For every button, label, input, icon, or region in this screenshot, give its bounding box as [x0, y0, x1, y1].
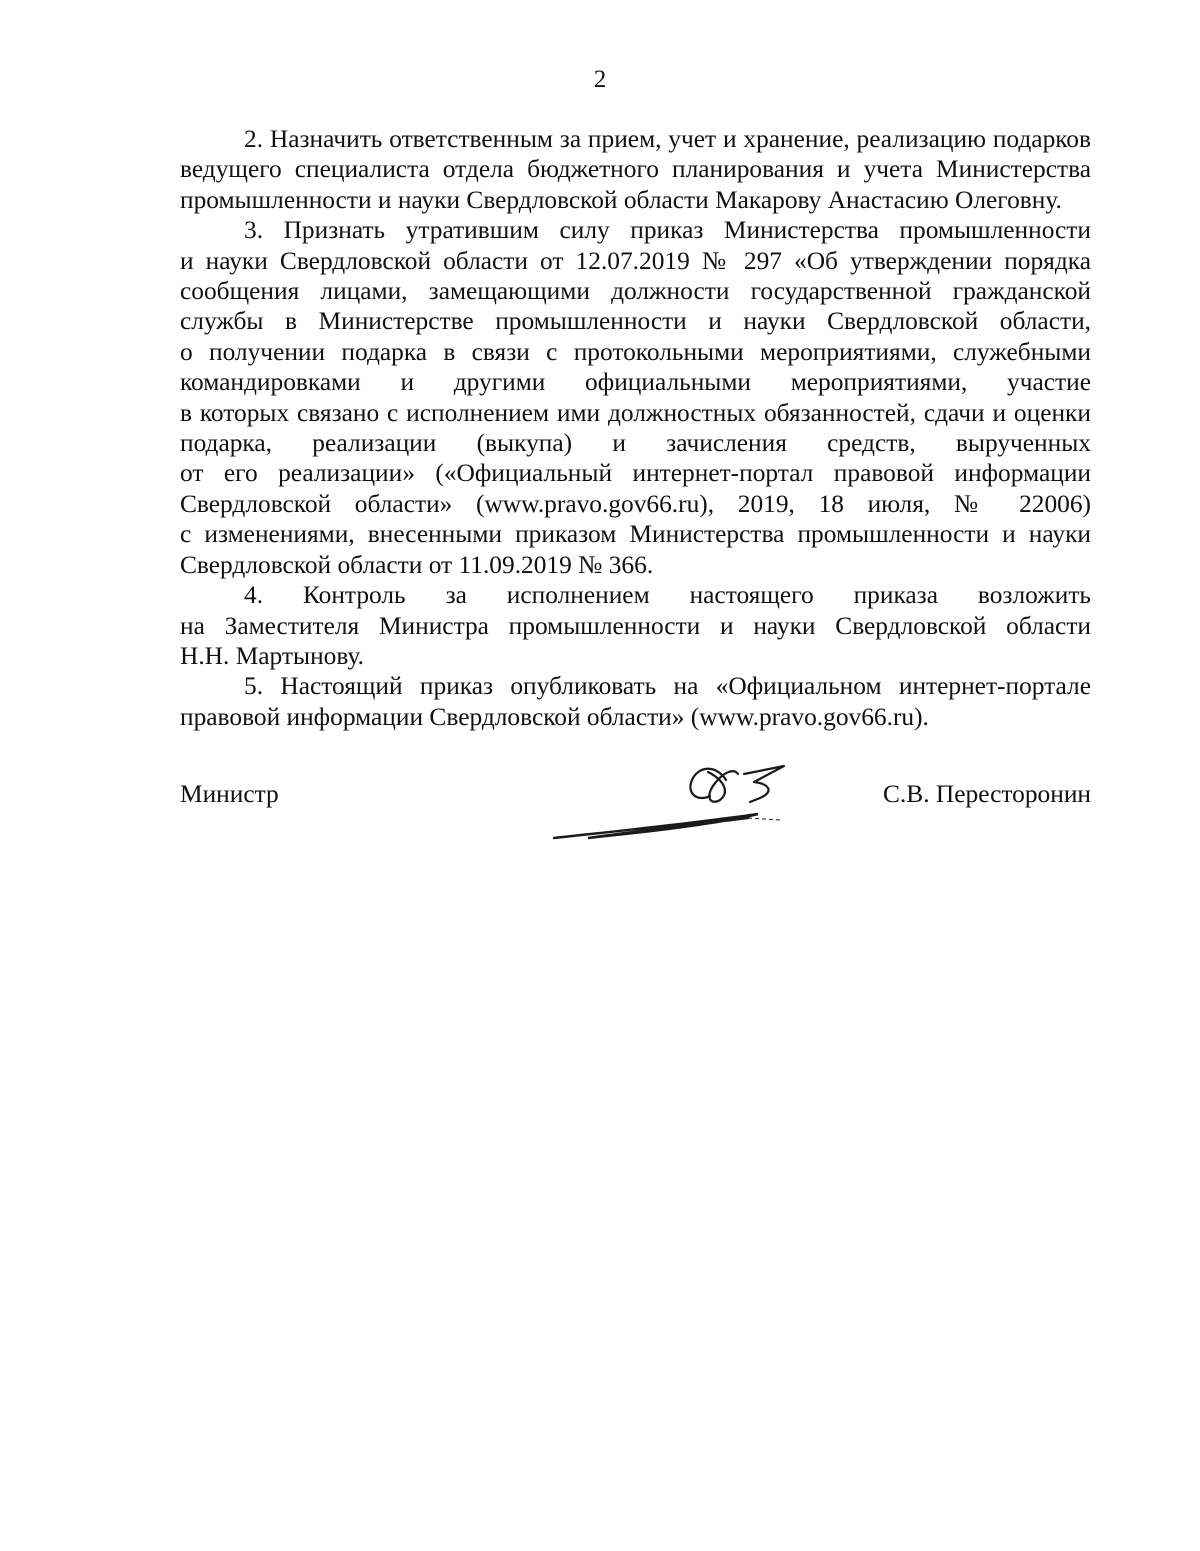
- text-line: Н.Н. Мартынову.: [180, 641, 364, 670]
- document-body: [180, 124, 1091, 732]
- signatory-position: Министр: [180, 780, 279, 808]
- text-line: с изменениями, внесенными приказом Министерства промышленности и науки: [180, 520, 1091, 549]
- text-line: на Заместителя Министра промышленности и науки Свердловской области: [180, 611, 1091, 640]
- paragraph-5-publication: [180, 671, 1091, 732]
- text-line: службы в Министерстве промышленности и науки Свердловской области,: [180, 307, 1091, 336]
- text-line: 5. Настоящий приказ опубликовать на «Официальном интернет-портале: [244, 672, 1091, 701]
- page-number: 2: [593, 66, 607, 93]
- paragraph-4-control: [180, 580, 1091, 671]
- text-line: Свердловской области от 11.09.2019 № 366.: [180, 550, 654, 579]
- text-line: правовой информации Свердловской области» (www.pravo.gov66.ru).: [180, 702, 929, 731]
- text-line: сообщения лицами, замещающими должности государственной гражданской: [180, 277, 1091, 306]
- text-line: командировками и другими официальными мероприятиями, участие: [180, 368, 1091, 397]
- text-line: и науки Свердловской области от 12.07.2019 № 297 «Об утверждении порядка: [180, 246, 1091, 275]
- text-line: промышленности и науки Свердловской области Макарову Анастасию Олеговну.: [180, 185, 1062, 214]
- text-line: 2. Назначить ответственным за прием, учет и хранение, реализацию подарков: [244, 125, 1091, 153]
- text-line: в которых связано с исполнением ими должностных обязанностей, сдачи и оценки: [180, 398, 1091, 427]
- text-line: подарка, реализации (выкупа) и зачисления средств, вырученных: [180, 429, 1091, 458]
- text-line: от его реализации» («Официальный интернет-портал правовой информации: [180, 459, 1091, 488]
- paragraph-2-responsible-person: [180, 124, 1091, 215]
- text-line: ведущего специалиста отдела бюджетного планирования и учета Министерства: [180, 155, 1091, 184]
- signatory-name: С.В. Пересторонин: [883, 780, 1091, 808]
- handwritten-signature: [548, 752, 788, 848]
- text-line: 3. Признать утратившим силу приказ Министерства промышленности: [244, 216, 1091, 245]
- paragraph-3-repeal-order: [180, 215, 1091, 580]
- text-line: 4. Контроль за исполнением настоящего приказа возложить: [244, 581, 1091, 610]
- text-line: Свердловской области» (www.pravo.gov66.ru), 2019, 18 июля, № 22006): [180, 489, 1091, 518]
- text-line: о получении подарка в связи с протокольными мероприятиями, служебными: [180, 337, 1091, 366]
